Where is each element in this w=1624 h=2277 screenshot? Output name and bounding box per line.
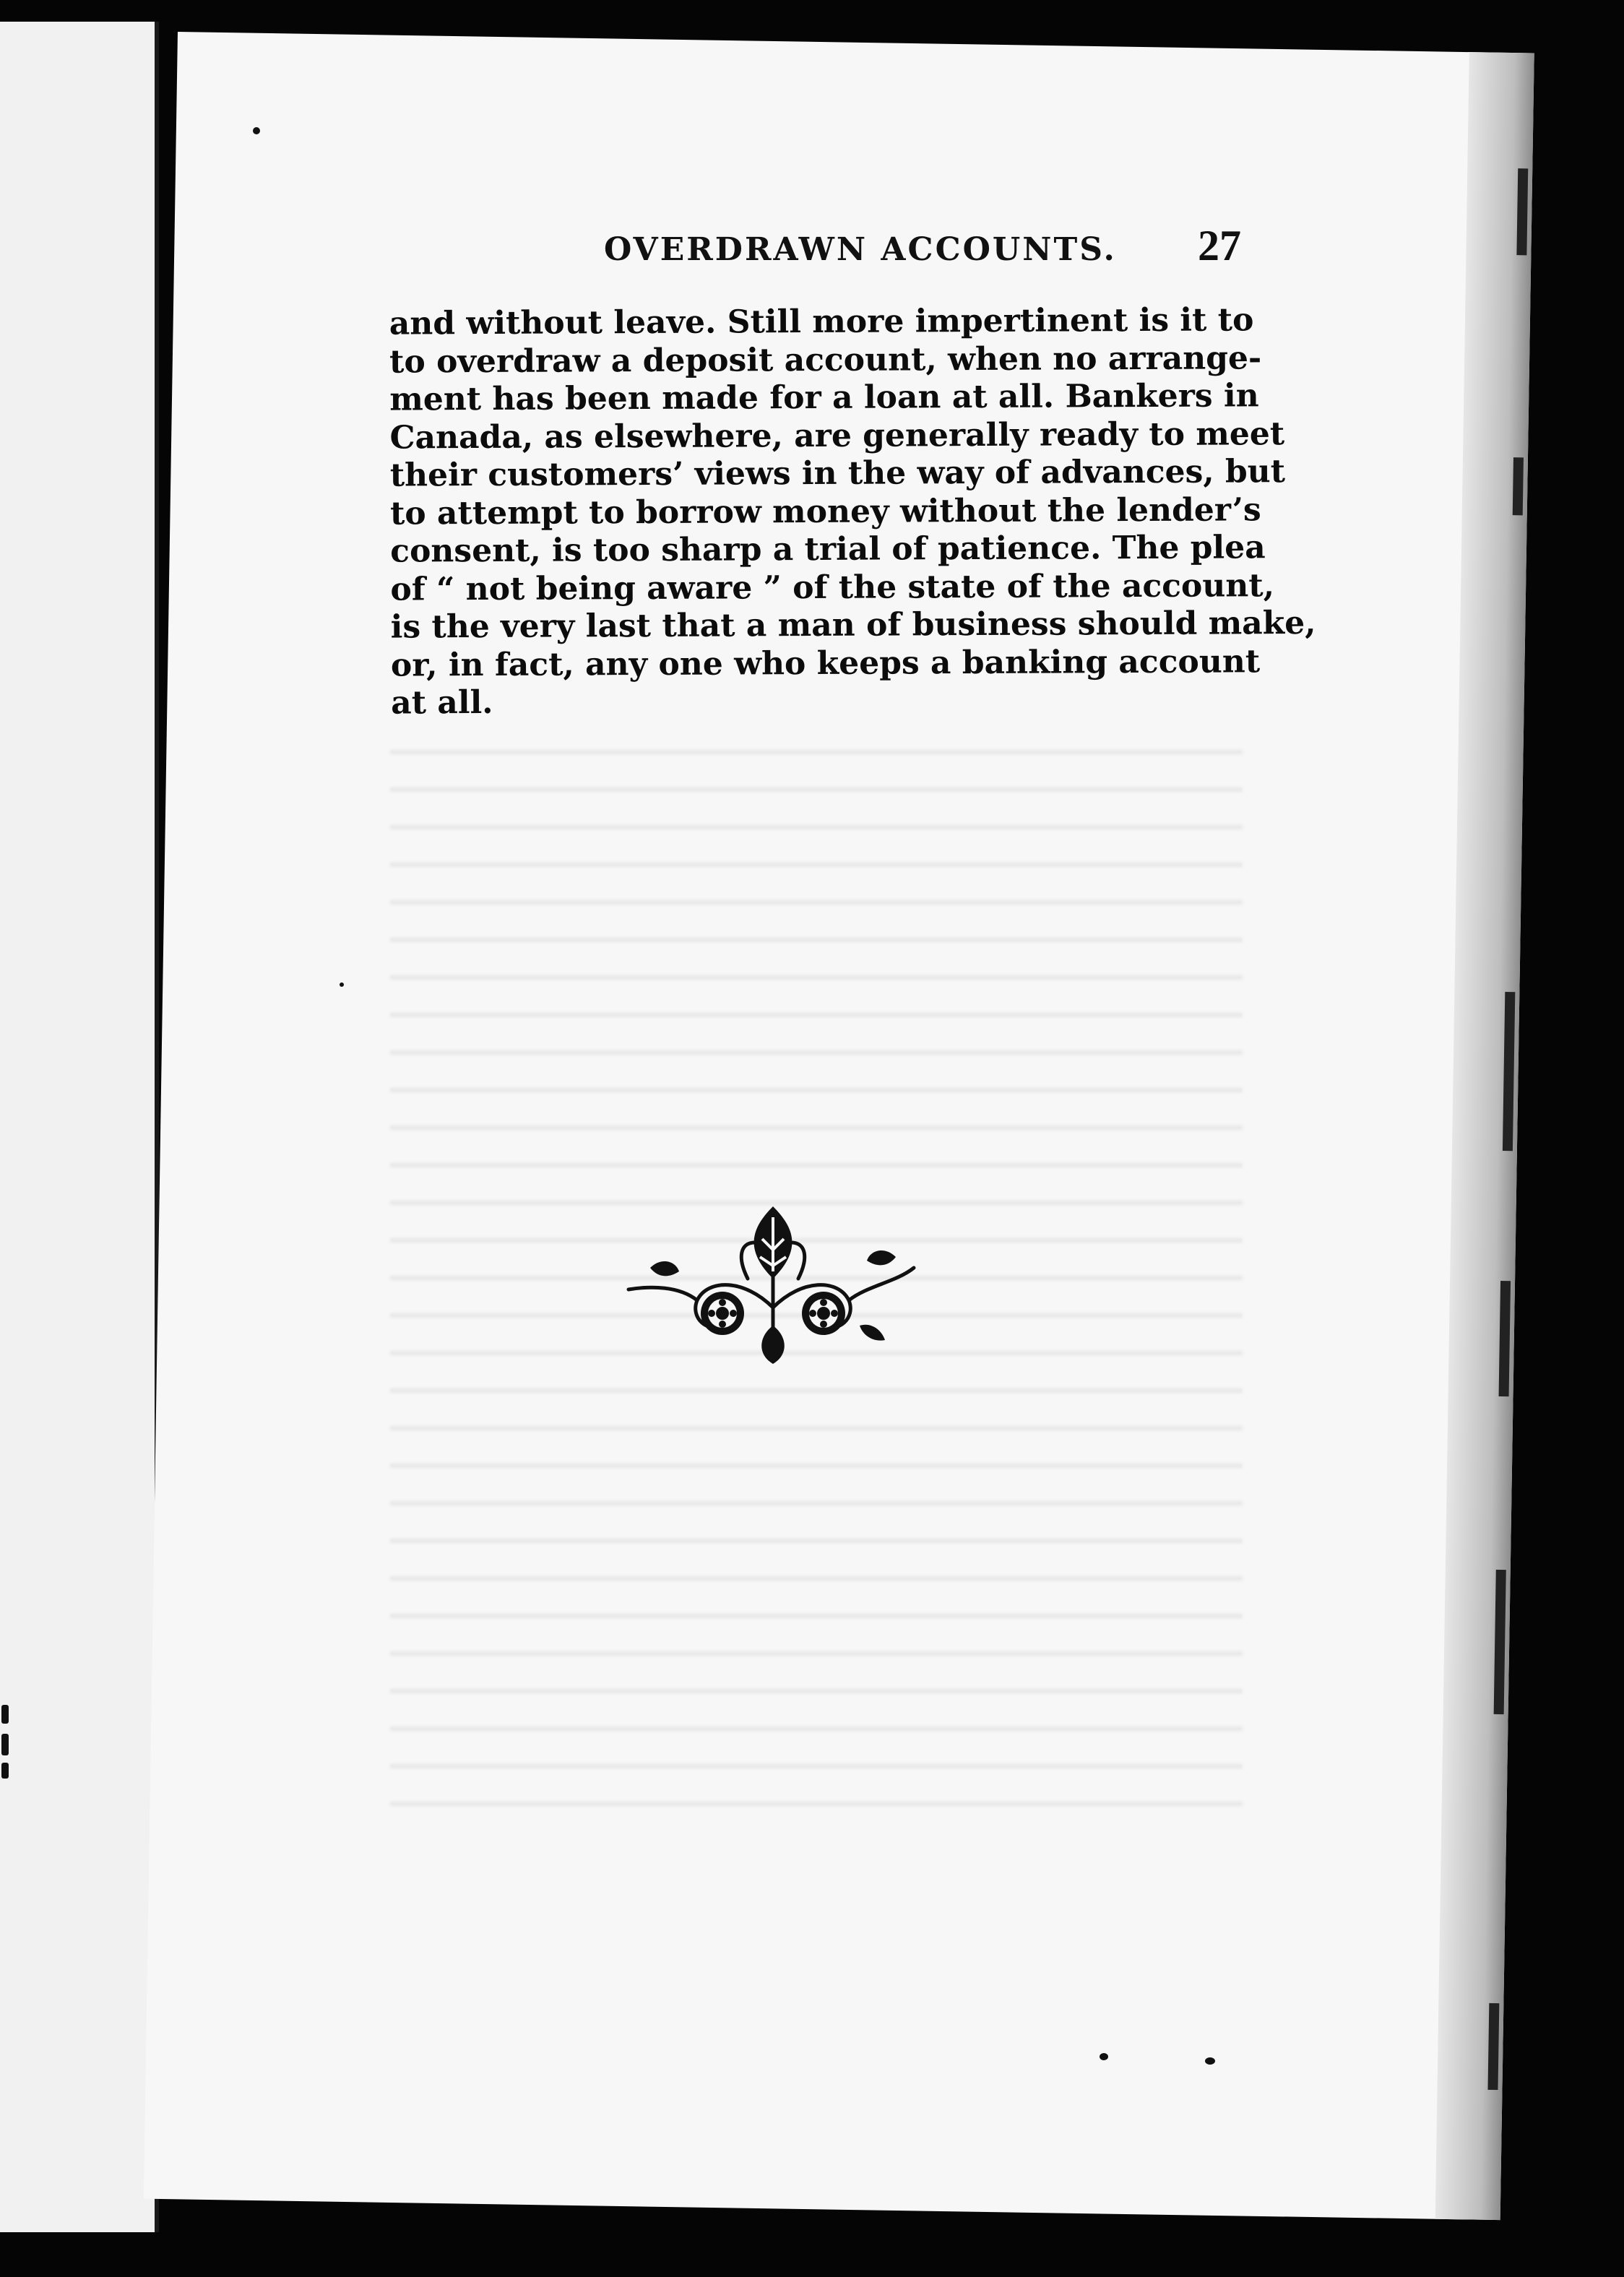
edge-mark <box>1487 2003 1499 2090</box>
floral-tailpiece-ornament-icon <box>621 1199 925 1365</box>
ink-speck <box>1100 2053 1108 2060</box>
text-line: of “ not being aware ” of the state of the account, <box>390 566 1275 608</box>
text-line: their customers’ views in the way of advances, but <box>389 453 1286 494</box>
text-line: is the very last that a man of business should make, <box>390 604 1316 646</box>
running-head: OVERDRAWN ACCOUNTS. <box>604 231 1117 268</box>
left-page-mark <box>1 1734 9 1755</box>
text-line: Canada, as elsewhere, are generally ready to meet <box>389 415 1285 457</box>
text-line: or, in fact, any one who keeps a banking account <box>390 642 1261 684</box>
edge-mark <box>1516 168 1528 255</box>
edge-mark <box>1494 1570 1506 1714</box>
left-page-mark <box>1 1705 9 1724</box>
left-page-mark <box>1 1763 9 1779</box>
text-line: to attempt to borrow money without the lender’s <box>389 491 1261 532</box>
page-header <box>419 217 1271 282</box>
text-line: to overdraw a deposit account, when no arrange- <box>389 339 1262 381</box>
text-line: ment has been made for a loan at all. Bankers in <box>389 377 1259 418</box>
text-line: at all. <box>391 683 493 722</box>
body-paragraph <box>389 301 1316 722</box>
ink-speck <box>253 127 260 134</box>
edge-mark <box>1499 1281 1511 1396</box>
edge-mark <box>1513 457 1524 515</box>
ink-speck <box>340 982 344 987</box>
ink-speck <box>1205 2057 1215 2065</box>
page-edge-shading <box>1435 52 1534 2220</box>
edge-mark <box>1503 992 1515 1151</box>
text-line: consent, is too sharp a trial of patience. The plea <box>390 529 1266 570</box>
page-number: 27 <box>1198 222 1241 269</box>
left-facing-page <box>0 22 159 2232</box>
text-line: and without leave. Still more impertinent is it to <box>389 301 1254 342</box>
